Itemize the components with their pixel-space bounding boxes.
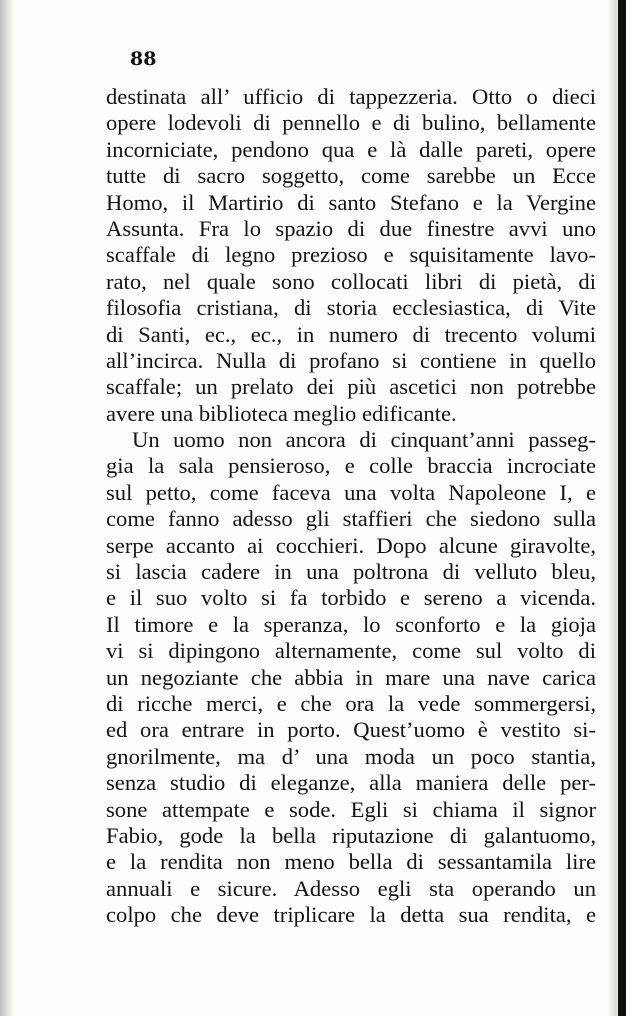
text-line: destinata all’ ufficio di tappezzeria. Otto o dieci — [106, 84, 596, 109]
body-text — [106, 84, 596, 929]
text-line: Un uomo non ancora di cinquant’anni passeg- — [132, 427, 596, 453]
text-line: scaffale di legno prezioso e squisitamente lavo- — [106, 242, 596, 268]
text-line: gnorilmente, ma d’ una moda un poco stantia, — [106, 743, 596, 769]
text-line: Fabio, gode la bella riputazione di galantuomo, — [106, 822, 596, 848]
text-line: Homo, il Martirio di santo Stefano e la Vergine — [106, 189, 596, 215]
text-line: Assunta. Fra lo spazio di due finestre avvi uno — [106, 215, 596, 241]
text-line: rato, nel quale sono collocati libri di pietà, di — [106, 268, 596, 294]
text-line: si lascia cadere in una poltrona di velluto bleu, — [106, 559, 596, 585]
text-line: annuali e sicure. Adesso egli sta operando un — [106, 875, 596, 901]
paragraph-2 — [106, 427, 596, 928]
text-line: filosofia cristiana, di storia ecclesiastica, di Vite — [106, 295, 596, 321]
text-line: Il timore e la speranza, lo sconforto e la gioja — [106, 611, 596, 637]
text-line: incorniciate, pendono qua e là dalle pareti, opere — [106, 136, 596, 162]
text-line: scaffale; un prelato dei più ascetici non potrebbe — [106, 374, 596, 400]
text-line: serpe accanto ai cocchieri. Dopo alcune giravolte, — [106, 532, 596, 558]
paragraph-1 — [106, 84, 596, 427]
page-gutter-shadow — [0, 0, 14, 1016]
text-line: di Santi, ec., ec., in numero di trecento volumi — [106, 321, 596, 347]
text-line: e il suo volto si fa torbido e sereno a vicenda. — [106, 585, 596, 611]
text-line: all’incirca. Nulla di profano si contiene in quello — [106, 347, 596, 373]
page-binding-edge — [608, 0, 632, 1016]
text-line: di ricche merci, e che ora la vede sommergersi, — [106, 690, 596, 716]
text-line: ed ora entrare in porto. Quest’uomo è vestito si- — [106, 717, 596, 743]
page-number: 88 — [130, 48, 157, 70]
text-line: sone attempate e sode. Egli si chiama il signor — [106, 796, 596, 822]
text-line: colpo che deve triplicare la detta sua rendita, e — [106, 902, 596, 928]
text-line: avere una biblioteca meglio edificante. — [106, 400, 457, 426]
text-line: come fanno adesso gli staffieri che siedono sulla — [106, 506, 596, 532]
text-line: gia la sala pensieroso, e colle braccia incrociate — [106, 453, 596, 479]
text-line: opere lodevoli di pennello e di bulino, bellamente — [106, 110, 596, 136]
text-line: vi si dipingono alternamente, come sul volto di — [106, 638, 596, 664]
text-line: senza studio di eleganze, alla maniera delle per- — [106, 770, 596, 796]
text-line: sul petto, come faceva una volta Napoleone I, e — [106, 479, 596, 505]
text-line: un negoziante che abbia in mare una nave carica — [106, 664, 596, 690]
text-line: tutte di sacro soggetto, come sarebbe un Ecce — [106, 163, 596, 189]
text-line: e la rendita non meno bella di sessantamila lire — [106, 849, 596, 875]
